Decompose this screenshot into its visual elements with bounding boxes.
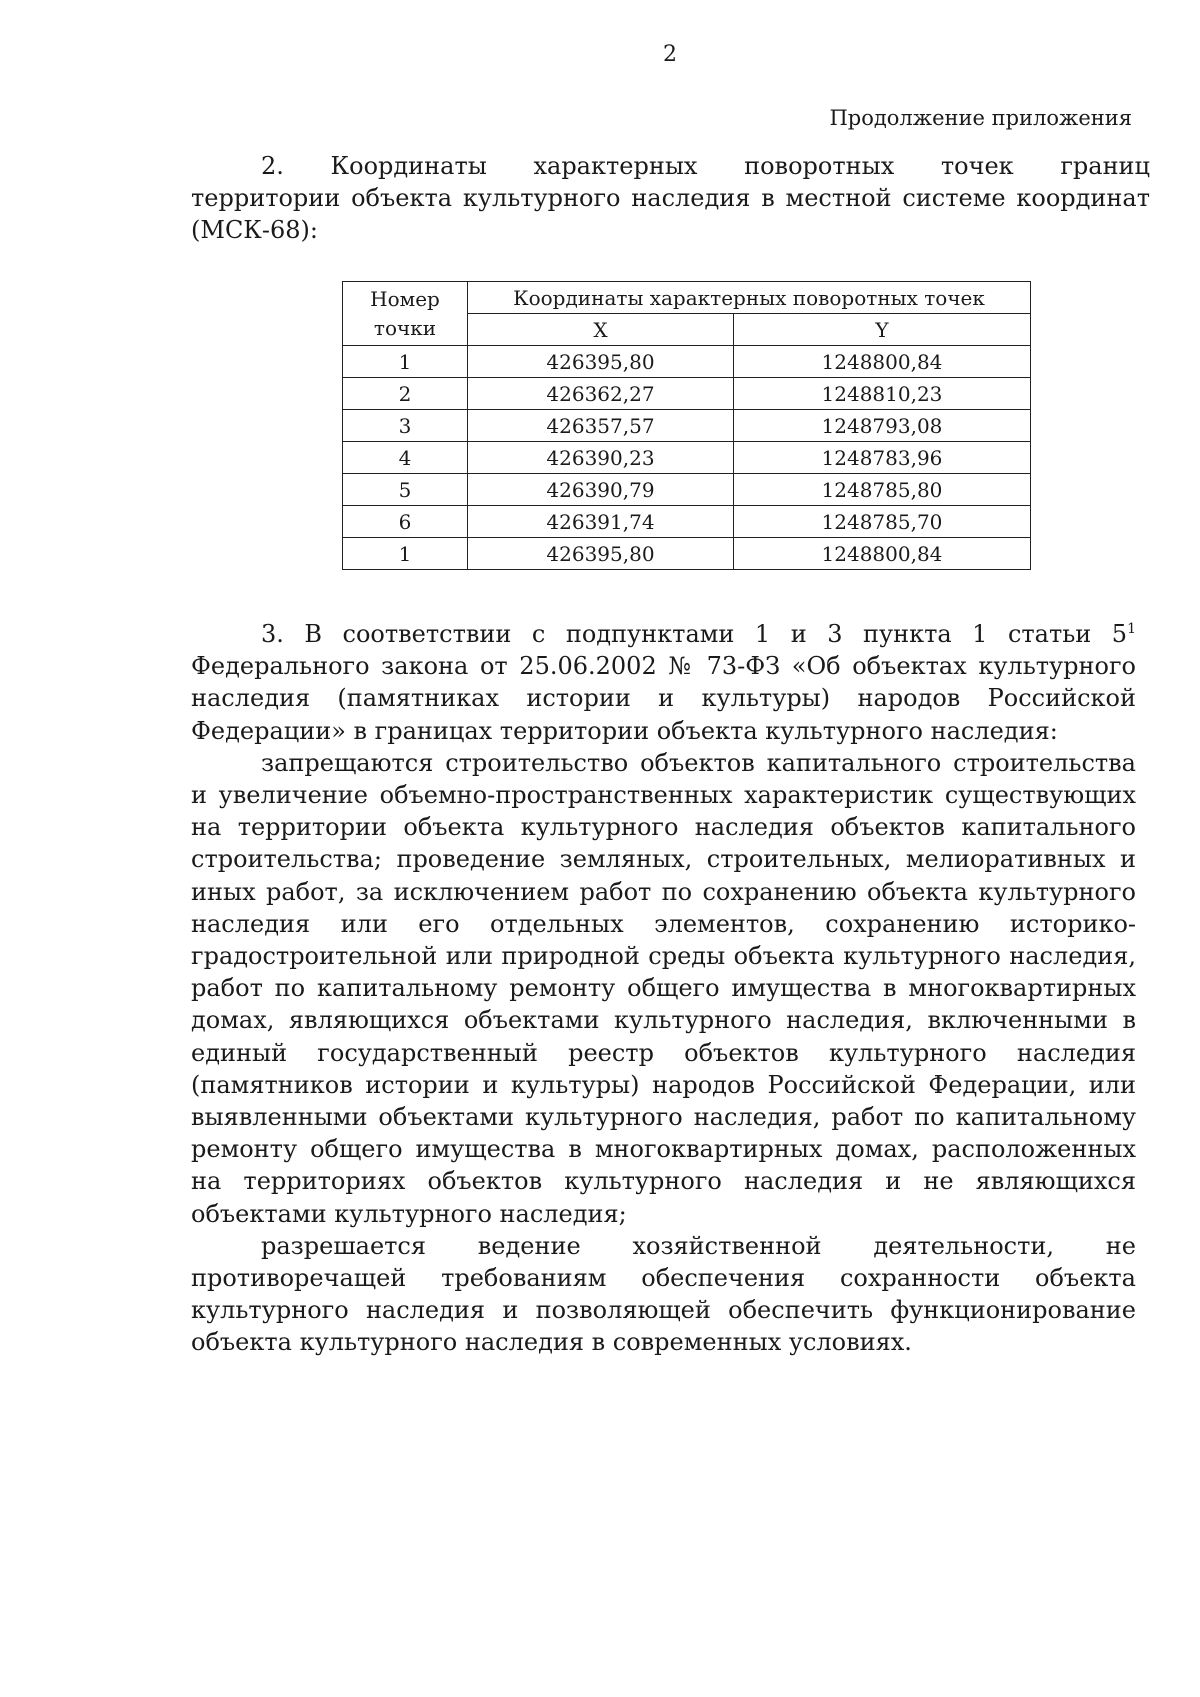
section-3-intro (191, 618, 1136, 747)
cell-x: 426395,80 (468, 346, 734, 378)
cell-x: 426390,79 (468, 474, 734, 506)
section-3-intro-text: 3. В соответствии с подпунктами 1 и 3 пункта 1 статьи 5 (261, 620, 1128, 648)
cell-y: 1248785,70 (733, 506, 1030, 538)
table-header-row (343, 282, 1031, 314)
cell-y: 1248785,80 (733, 474, 1030, 506)
header-y: Y (733, 314, 1030, 346)
section-2-lead: 2. Координаты характерных поворотных точек границ (261, 152, 1150, 180)
cell-point: 1 (343, 346, 468, 378)
cell-y: 1248783,96 (733, 442, 1030, 474)
section-3 (191, 618, 1136, 1359)
table-row (343, 346, 1031, 378)
cell-x: 426362,27 (468, 378, 734, 410)
prohibitions-paragraph: запрещаются строительство объектов капитального строительства и увеличение объемно-пространственных характеристик существующих на территории объекта культурного наследия объектов капитального строительства; проведение земляных, строительных, мелиоративных и иных работ, за исключением работ по сохранению объекта культурного наследия или его отдельных элементов, сохранению историко-градостроительной или природной среды объекта культурного наследия, работ по капитальному ремонту общего имущества в многоквартирных домах, являющихся объектами культурного наследия, включенными в единый государственный реестр объектов культурного наследия (памятников истории и культуры) народов Российской Федерации, или выявленными объектами культурного наследия, работ по капитальному ремонту общего имущества в многоквартирных домах, расположенных на территориях объектов культурного наследия и не являющихся объектами культурного наследия; (191, 748, 1136, 1228)
header-point-number: Номер точки (343, 282, 468, 346)
page-number: 2 (663, 42, 677, 67)
cell-x: 426390,23 (468, 442, 734, 474)
cell-x: 426357,57 (468, 410, 734, 442)
section-2-text: территории объекта культурного наследия в местной системе координат (МСК-68): (191, 184, 1150, 244)
section-3-intro-text-cont: Федерального закона от 25.06.2002 № 73-ФЗ «Об объектах культурного наследия (памятниках истории и культуры) народов Российской Федерации» в границах территории объекта культурного наследия: (191, 652, 1136, 745)
cell-point: 2 (343, 378, 468, 410)
section-2 (191, 150, 1150, 246)
table-row (343, 410, 1031, 442)
cell-y: 1248793,08 (733, 410, 1030, 442)
table-row (343, 506, 1031, 538)
table-row (343, 442, 1031, 474)
table-row (343, 378, 1031, 410)
cell-x: 426395,80 (468, 538, 734, 570)
cell-point: 4 (343, 442, 468, 474)
coordinates-table (342, 281, 1031, 570)
cell-point: 3 (343, 410, 468, 442)
cell-y: 1248800,84 (733, 538, 1030, 570)
cell-point: 1 (343, 538, 468, 570)
cell-x: 426391,74 (468, 506, 734, 538)
cell-point: 6 (343, 506, 468, 538)
continuation-label: Продолжение приложения (829, 106, 1132, 130)
superscript-number: 1 (1127, 621, 1136, 637)
permissions-paragraph: разрешается ведение хозяйственной деятельности, не противоречащей требованиям обеспечения сохранности объекта культурного наследия и позволяющей обеспечить функционирование объекта культурного наследия в современных условиях. (191, 1231, 1136, 1357)
cell-point: 5 (343, 474, 468, 506)
table-row (343, 474, 1031, 506)
table-row (343, 538, 1031, 570)
header-coordinates: Координаты характерных поворотных точек (468, 282, 1031, 314)
cell-y: 1248810,23 (733, 378, 1030, 410)
cell-y: 1248800,84 (733, 346, 1030, 378)
header-x: X (468, 314, 734, 346)
